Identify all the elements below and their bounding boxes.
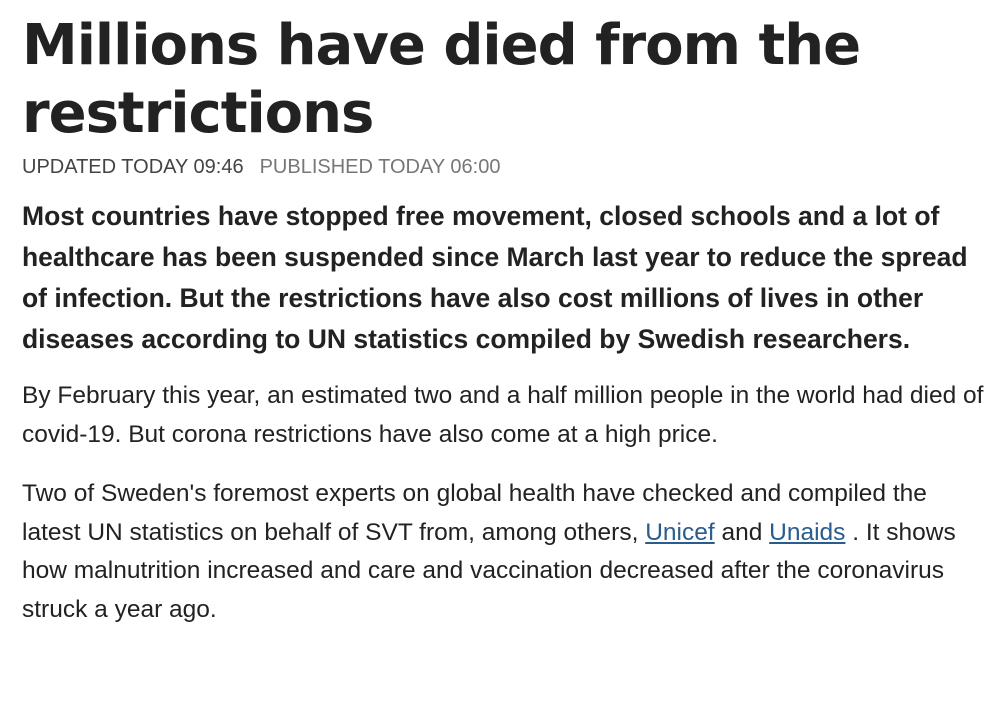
updated-timestamp: UPDATED TODAY 09:46 [22, 156, 244, 178]
paragraph-2-text-start: Two of Sweden's foremost experts on global health have checked and compiled the latest UN statistics on behalf of SVT from, among others, [22, 480, 927, 546]
paragraph-2-text-end: . It shows how malnutrition increased and care and vaccination decreased after the coronavirus struck a year ago. [22, 518, 956, 623]
paragraph-2-text-middle: and [714, 518, 770, 546]
unicef-link[interactable]: Unicef [645, 518, 715, 546]
published-timestamp: PUBLISHED TODAY 06:00 [259, 156, 501, 178]
article-paragraph-2 [22, 475, 987, 629]
article-timestamps [22, 154, 987, 180]
unaids-link[interactable]: Unaids [769, 518, 846, 546]
article [22, 12, 987, 629]
article-headline: Millions have died from the restrictions [22, 13, 861, 146]
article-paragraph-1: By February this year, an estimated two and a half million people in the world had died of covid-19. But corona restrictions have also come at a high price. [22, 382, 984, 448]
article-lead: Most countries have stopped free movement, closed schools and a lot of healthcare has been suspended since March last year to reduce the spread of infection. But the restrictions have also cost millions of lives in other diseases according to UN statistics compiled by Swedish researchers. [22, 201, 968, 354]
